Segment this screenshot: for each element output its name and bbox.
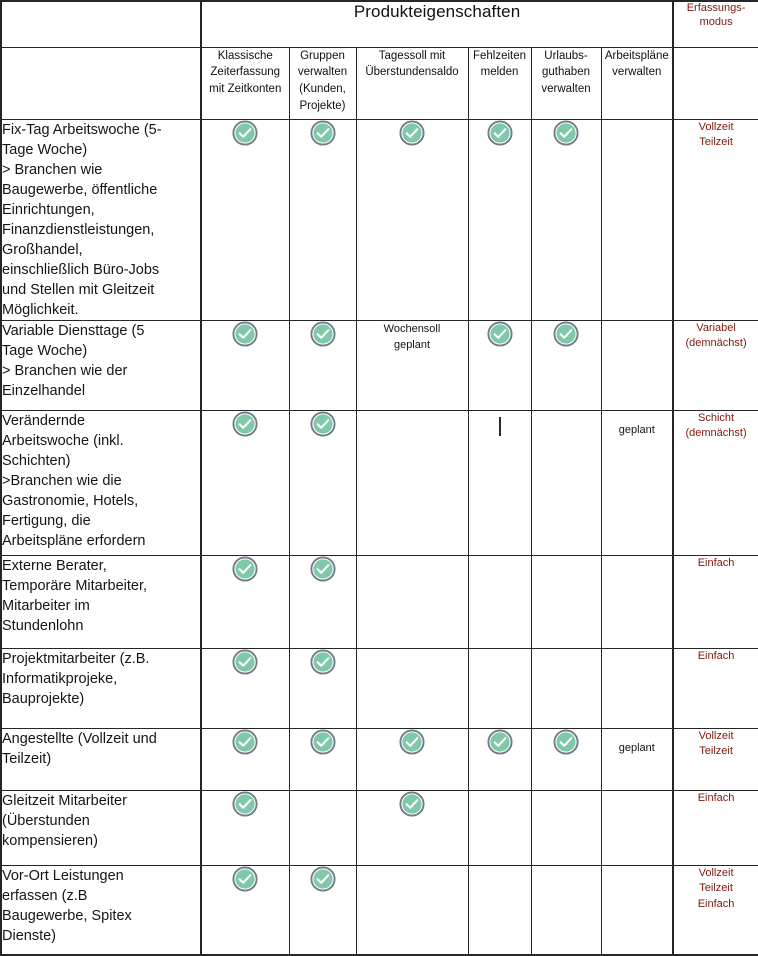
erfassungsmodus-line: Vollzeit xyxy=(698,866,734,879)
erfassungsmodus-line: Schicht xyxy=(698,411,735,424)
col-line: Tagessoll mit xyxy=(378,49,446,62)
row-label xyxy=(1,728,201,790)
erfassungsmodus-line: Teilzeit xyxy=(699,882,733,895)
check-circle-icon xyxy=(232,321,258,347)
row-label-line: Mitarbeiter im xyxy=(2,597,90,614)
cell-klassische-zeiterfassung xyxy=(201,119,289,320)
cell-erfassungsmodus xyxy=(673,320,758,410)
cell-gruppen-verwalten xyxy=(289,119,356,320)
row-label xyxy=(1,320,201,410)
row-label-line: Gleitzeit Mitarbeiter xyxy=(2,792,127,809)
check-circle-icon xyxy=(310,866,336,892)
cell-tagessoll xyxy=(356,790,468,865)
cell-gruppen-verwalten xyxy=(289,728,356,790)
check-circle-icon xyxy=(399,729,425,755)
cell-urlaubsguthaben xyxy=(531,119,601,320)
check-circle-icon xyxy=(553,729,579,755)
cell-urlaubsguthaben xyxy=(531,790,601,865)
cell-erfassungsmodus xyxy=(673,410,758,555)
check-circle-icon xyxy=(232,556,258,582)
row-label-line: Großhandel, xyxy=(2,241,83,258)
table-body xyxy=(1,119,758,955)
row-label-line: > Branchen wie der xyxy=(2,362,128,379)
header-columns-row xyxy=(1,47,758,119)
column-header-urlaubsguthaben-verwalten xyxy=(531,47,601,119)
table-row xyxy=(1,410,758,555)
cell-tagessoll xyxy=(356,648,468,728)
col-line: mit Zeitkonten xyxy=(209,82,282,95)
cell-klassische-zeiterfassung xyxy=(201,790,289,865)
check-circle-icon xyxy=(487,120,513,146)
row-label-line: und Stellen mit Gleitzeit xyxy=(2,281,155,298)
cell-tagessoll xyxy=(356,119,468,320)
erfassungsmodus-line: Einfach xyxy=(697,556,735,569)
column-header-arbeitsplaene-verwalten xyxy=(601,47,673,119)
column-header-modus-blank xyxy=(673,47,758,119)
check-circle-icon xyxy=(310,649,336,675)
row-label-line: Gastronomie, Hotels, xyxy=(2,492,139,509)
cell-erfassungsmodus xyxy=(673,865,758,955)
cell-erfassungsmodus xyxy=(673,648,758,728)
cell-arbeitsplaene xyxy=(601,410,673,555)
row-label-line: kompensieren) xyxy=(2,832,98,849)
cell-fehlzeiten xyxy=(468,790,531,865)
erfassungsmodus-line: Variabel xyxy=(696,321,736,334)
col-line: Klassische xyxy=(217,49,273,62)
cell-gruppen-verwalten xyxy=(289,790,356,865)
cell-note-line: geplant xyxy=(618,741,655,754)
cell-klassische-zeiterfassung xyxy=(201,555,289,648)
cell-urlaubsguthaben xyxy=(531,865,601,955)
col-line: Gruppen xyxy=(300,49,345,62)
cell-klassische-zeiterfassung xyxy=(201,865,289,955)
row-label xyxy=(1,555,201,648)
cell-fehlzeiten xyxy=(468,648,531,728)
row-label-line: >Branchen wie die xyxy=(2,472,122,489)
col-line: Urlaubs- xyxy=(544,49,588,62)
check-circle-icon xyxy=(310,321,336,347)
erfassungsmodus-line: Vollzeit xyxy=(698,729,734,742)
row-label-line: Teilzeit) xyxy=(2,750,52,767)
row-label-line: Einrichtungen, xyxy=(2,201,95,218)
check-circle-icon xyxy=(399,120,425,146)
cell-gruppen-verwalten xyxy=(289,865,356,955)
row-label-line: Arbeitspläne erfordern xyxy=(2,532,146,549)
col-line: Überstundensaldo xyxy=(365,66,459,79)
row-label-line: Variable Diensttage (5 xyxy=(2,322,145,339)
check-circle-icon xyxy=(310,729,336,755)
erfassungsmodus-line: (demnächst) xyxy=(685,337,747,350)
col-line: melden xyxy=(480,66,519,79)
row-label xyxy=(1,119,201,320)
erfassungsmodus-line: Vollzeit xyxy=(698,120,734,133)
col-line: verwalten xyxy=(541,82,591,95)
header-corner-blank xyxy=(1,1,201,47)
cell-gruppen-verwalten xyxy=(289,555,356,648)
cell-arbeitsplaene xyxy=(601,790,673,865)
row-label-line: Baugewerbe, Spitex xyxy=(2,907,132,924)
cell-tagessoll xyxy=(356,728,468,790)
column-header-klassische-zeiterfassung xyxy=(201,47,289,119)
text-caret-icon xyxy=(499,417,501,436)
cell-klassische-zeiterfassung xyxy=(201,728,289,790)
row-label-line: Stundenlohn xyxy=(2,617,84,634)
cell-urlaubsguthaben xyxy=(531,320,601,410)
table-row xyxy=(1,320,758,410)
cell-tagessoll xyxy=(356,410,468,555)
row-label-line: Einzelhandel xyxy=(2,382,86,399)
cell-tagessoll xyxy=(356,320,468,410)
row-label-line: Bauprojekte) xyxy=(2,690,85,707)
cell-erfassungsmodus xyxy=(673,728,758,790)
erfassungsmodus-line: Einfach xyxy=(697,791,735,804)
table-row xyxy=(1,728,758,790)
table-row xyxy=(1,790,758,865)
row-label-line: Vor-Ort Leistungen xyxy=(2,867,124,884)
cell-klassische-zeiterfassung xyxy=(201,410,289,555)
cell-klassische-zeiterfassung xyxy=(201,320,289,410)
cell-urlaubsguthaben xyxy=(531,555,601,648)
cell-gruppen-verwalten xyxy=(289,648,356,728)
table-row xyxy=(1,648,758,728)
col-line: Projekte) xyxy=(299,99,346,112)
row-label-line: Finanzdienstleistungen, xyxy=(2,221,155,238)
erfassungsmodus-line: Einfach xyxy=(697,649,735,662)
check-circle-icon xyxy=(399,791,425,817)
check-circle-icon xyxy=(553,120,579,146)
header-erfassungsmodus-line1: Erfassungs- xyxy=(686,2,746,14)
col-line: verwalten xyxy=(612,66,662,79)
row-label-line: Schichten) xyxy=(2,452,71,469)
cell-erfassungsmodus xyxy=(673,119,758,320)
table-row xyxy=(1,865,758,955)
row-label-line: Fix-Tag Arbeitswoche (5- xyxy=(2,121,162,138)
header-group-row xyxy=(1,1,758,47)
row-label-line: Informatikprojeke, xyxy=(2,670,118,687)
row-label-line: Angestellte (Vollzeit und xyxy=(2,730,157,747)
cell-note-line: Wochensoll xyxy=(383,322,441,335)
cell-fehlzeiten xyxy=(468,410,531,555)
row-label-line: Tage Woche) xyxy=(2,141,88,158)
row-label xyxy=(1,648,201,728)
row-label-line: Möglichkeit. xyxy=(2,301,79,318)
cell-arbeitsplaene xyxy=(601,728,673,790)
row-label-line: Temporäre Mitarbeiter, xyxy=(2,577,148,594)
cell-erfassungsmodus xyxy=(673,555,758,648)
row-label-line: Arbeitswoche (inkl. xyxy=(2,432,124,449)
header-product-features-group: Produkteigenschaften xyxy=(201,1,673,47)
row-label-line: einschließlich Büro-Jobs xyxy=(2,261,160,278)
col-line: verwalten xyxy=(297,66,348,79)
cell-arbeitsplaene xyxy=(601,119,673,320)
cell-tagessoll xyxy=(356,865,468,955)
cell-arbeitsplaene xyxy=(601,320,673,410)
check-circle-icon xyxy=(232,649,258,675)
erfassungsmodus-line: (demnächst) xyxy=(685,427,747,440)
cell-erfassungsmodus xyxy=(673,790,758,865)
erfassungsmodus-line: Teilzeit xyxy=(699,745,733,758)
row-label-line: Externe Berater, xyxy=(2,557,107,574)
cell-urlaubsguthaben xyxy=(531,410,601,555)
cell-arbeitsplaene xyxy=(601,555,673,648)
erfassungsmodus-line: Teilzeit xyxy=(699,136,733,149)
header-erfassungsmodus xyxy=(673,1,758,47)
cell-tagessoll xyxy=(356,555,468,648)
check-circle-icon xyxy=(553,321,579,347)
cell-klassische-zeiterfassung xyxy=(201,648,289,728)
check-circle-icon xyxy=(310,556,336,582)
row-label-line: Tage Woche) xyxy=(2,342,88,359)
row-label-line: Fertigung, die xyxy=(2,512,91,529)
col-line: Arbeitspläne xyxy=(604,49,669,62)
row-label-line: erfassen (z.B xyxy=(2,887,88,904)
check-circle-icon xyxy=(487,321,513,347)
cell-fehlzeiten xyxy=(468,728,531,790)
cell-urlaubsguthaben xyxy=(531,728,601,790)
col-line: guthaben xyxy=(542,66,590,79)
row-label xyxy=(1,410,201,555)
row-label-line: > Branchen wie xyxy=(2,161,103,178)
column-header-fehlzeiten-melden xyxy=(468,47,531,119)
row-label xyxy=(1,865,201,955)
check-circle-icon xyxy=(232,866,258,892)
cell-fehlzeiten xyxy=(468,119,531,320)
erfassungsmodus-line: Einfach xyxy=(697,898,735,911)
check-circle-icon xyxy=(310,120,336,146)
row-label-line: (Überstunden xyxy=(2,812,90,829)
cell-note-line: geplant xyxy=(618,423,655,436)
column-header-gruppen-verwalten xyxy=(289,47,356,119)
cell-fehlzeiten xyxy=(468,320,531,410)
table-row xyxy=(1,119,758,320)
table-header xyxy=(1,1,758,119)
header-subcorner-blank xyxy=(1,47,201,119)
cell-gruppen-verwalten xyxy=(289,410,356,555)
row-label-line: Projektmitarbeiter (z.B. xyxy=(2,650,150,667)
cell-fehlzeiten xyxy=(468,555,531,648)
check-circle-icon xyxy=(232,411,258,437)
col-line: Fehlzeiten xyxy=(472,49,527,62)
row-label-line: Verändernde xyxy=(2,412,86,429)
col-line: (Kunden, xyxy=(299,82,346,95)
check-circle-icon xyxy=(487,729,513,755)
row-label-line: Baugewerbe, öffentliche xyxy=(2,181,158,198)
col-line: Zeiterfassung xyxy=(210,66,281,79)
cell-arbeitsplaene xyxy=(601,865,673,955)
cell-arbeitsplaene xyxy=(601,648,673,728)
check-circle-icon xyxy=(232,791,258,817)
row-label xyxy=(1,790,201,865)
check-circle-icon xyxy=(310,411,336,437)
cell-gruppen-verwalten xyxy=(289,320,356,410)
check-circle-icon xyxy=(232,729,258,755)
row-label-line: Dienste) xyxy=(2,927,56,944)
table-row xyxy=(1,555,758,648)
column-header-tagessoll-ueberstundensaldo xyxy=(356,47,468,119)
header-erfassungsmodus-line2: modus xyxy=(699,15,733,28)
check-circle-icon xyxy=(232,120,258,146)
cell-note-line: geplant xyxy=(393,339,431,351)
cell-fehlzeiten xyxy=(468,865,531,955)
cell-urlaubsguthaben xyxy=(531,648,601,728)
